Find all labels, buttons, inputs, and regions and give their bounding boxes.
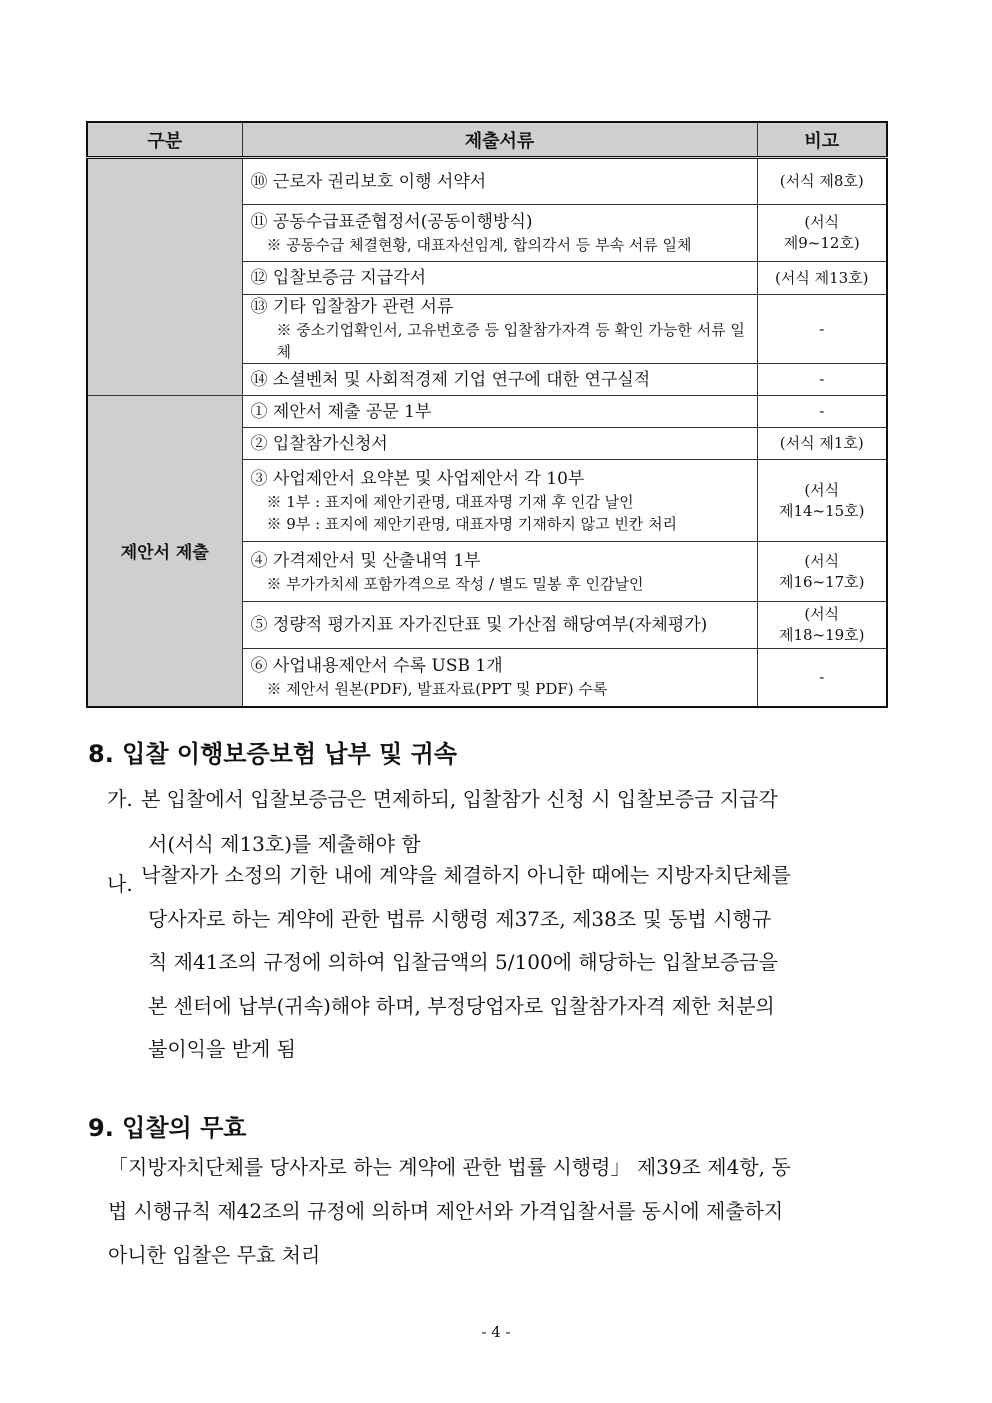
- text-line: 서(서식 제13호)를 제출해야 함: [148, 832, 421, 856]
- text-line: 본 센터에 납부(귀속)해야 하며, 부정당업자로 입찰참가자격 제한 처분의: [148, 993, 775, 1018]
- document-title: ⑩ 근로자 권리보호 이행 서약서: [250, 171, 487, 192]
- remark-cell: (서식 제16~17호): [757, 542, 887, 602]
- section-8-title: 8. 입찰 이행보증보험 납부 및 귀속: [88, 740, 457, 768]
- document-note: ※ 1부 : 표지에 제안기관명, 대표자명 기재 후 인감 날인: [266, 492, 634, 511]
- item-a-marker: 가.: [107, 787, 133, 811]
- document-cell: [242, 649, 757, 707]
- category-cell: [87, 158, 242, 396]
- document-note: ※ 공동수급 체결현황, 대표자선임계, 합의각서 등 부속 서류 일체: [266, 236, 692, 254]
- remark-cell: -: [757, 649, 887, 707]
- remark-cell: (서식 제13호): [757, 262, 887, 295]
- remark-cell: (서식 제9~12호): [757, 205, 887, 262]
- remark-cell: -: [757, 364, 887, 396]
- document-note: ※ 부가가치세 포함가격으로 작성 / 별도 밀봉 후 인감날인: [266, 574, 644, 593]
- document-title: ⑬ 기타 입찰참가 관련 서류: [250, 297, 454, 317]
- document-title: ⑪ 공동수급표준협정서(공동이행방식): [250, 212, 533, 232]
- document-cell: [242, 205, 757, 262]
- document-title: ① 제안서 제출 공문 1부: [250, 401, 432, 422]
- text-line: 당사자로 하는 계약에 관한 법류 시행령 제37조, 제38조 및 동법 시행규: [148, 906, 772, 931]
- remark-cell: -: [757, 295, 887, 364]
- remark-cell: (서식 제1호): [757, 428, 887, 460]
- text-line: 아니한 입찰은 무효 처리: [108, 1243, 321, 1267]
- document-title: ② 입찰참가신청서: [250, 433, 388, 454]
- table-row: [87, 158, 887, 205]
- remark-cell: (서식 제18~19호): [757, 602, 887, 649]
- item-b-marker: 나.: [107, 872, 133, 896]
- remark-cell: (서식 제8호): [757, 158, 887, 205]
- text-line: 법 시행규칙 제42조의 규정에 의하며 제안서와 가격입찰서를 동시에 제출하지: [108, 1199, 784, 1223]
- text-line: 본 입찰에서 입찰보증금은 면제하되, 입찰참가 신청 시 입찰보증금 지급각: [141, 787, 778, 811]
- text-line: 낙찰자가 소정의 기한 내에 계약을 체결하지 아니한 때에는 지방자치단체를: [141, 863, 791, 887]
- header-documents: 제출서류: [242, 122, 757, 158]
- document-note: ※ 9부 : 표지에 제안기관명, 대표자명 기재하지 않고 빈칸 처리: [266, 514, 678, 533]
- document-cell: [242, 396, 757, 428]
- text-line: 「지방자치단체를 당사자로 하는 계약에 관한 법률 시행령」 제39조 제4항, 동: [108, 1155, 791, 1179]
- remark-cell: -: [757, 396, 887, 428]
- table-row: [87, 396, 887, 428]
- item-b-text: [141, 854, 911, 1072]
- document-title: ⑫ 입찰보증금 지급각서: [250, 268, 427, 288]
- document-title: ③ 사업제안서 요약본 및 사업제안서 각 10부: [250, 468, 585, 489]
- text-line: 불이익을 받게 됨: [148, 1037, 296, 1061]
- document-note: ※ 제안서 원본(PDF), 발표자료(PPT 및 PDF) 수록: [266, 680, 608, 699]
- submission-documents-table: [86, 121, 888, 708]
- document-cell: [242, 295, 757, 364]
- header-category: 구분: [87, 122, 242, 158]
- page-number: - 4 -: [481, 1323, 511, 1341]
- document-cell: [242, 602, 757, 649]
- document-cell: [242, 364, 757, 396]
- document-title: ④ 가격제안서 및 산출내역 1부: [250, 550, 481, 571]
- category-cell: 제안서 제출: [87, 396, 242, 707]
- document-note: ※ 중소기업확인서, 고유번호증 등 입찰참가자격 등 확인 가능한 서류 일체: [276, 321, 745, 361]
- section-9-text: [108, 1145, 908, 1277]
- document-cell: [242, 428, 757, 460]
- document-cell: [242, 542, 757, 602]
- header-remarks: 비고: [757, 122, 887, 158]
- document-title: ⑤ 정량적 평가지표 자가진단표 및 가산점 해당여부(자체평가): [250, 615, 708, 635]
- document-cell: [242, 262, 757, 295]
- document-title: ⑭ 소셜벤처 및 사회적경제 기업 연구에 대한 연구실적: [250, 369, 651, 390]
- document-cell: [242, 460, 757, 542]
- document-title: ⑥ 사업내용제안서 수록 USB 1개: [250, 656, 503, 677]
- remark-cell: (서식 제14~15호): [757, 460, 887, 542]
- text-line: 칙 제41조의 규정에 의하여 입찰금액의 5/100에 해당하는 입찰보증금을: [148, 950, 778, 974]
- section-9-title: 9. 입찰의 무효: [88, 1114, 247, 1142]
- document-cell: [242, 158, 757, 205]
- table-header-row: [87, 122, 887, 158]
